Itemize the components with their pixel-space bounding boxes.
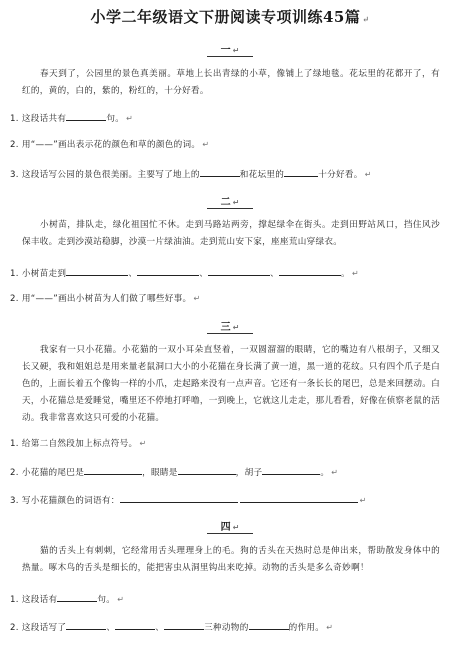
section-heading-4: 四 ↵ (0, 518, 460, 533)
answer-blank[interactable] (240, 493, 358, 503)
answer-blank[interactable] (208, 266, 270, 276)
answer-blank[interactable] (115, 620, 155, 630)
heading-underline (207, 333, 253, 334)
answer-blank[interactable] (279, 266, 341, 276)
answer-blank[interactable] (120, 493, 238, 503)
question-3-1: 1. 给第二自然段加上标点符号。 ↵ (10, 439, 147, 449)
answer-blank[interactable] (66, 620, 106, 630)
question-3-2: 2. 小花猫的尾巴是 ，眼睛是 ，胡子 。 ↵ (10, 465, 450, 479)
answer-blank[interactable] (178, 465, 236, 475)
document-title: 小学二年级语文下册阅读专项训练45篇 ↵ (90, 8, 370, 26)
answer-blank[interactable] (200, 167, 240, 177)
question-2-1: 1. 小树苗走到 、 、 、 。 ↵ (10, 266, 450, 280)
passage-1: 春天到了，公园里的景色真美丽。草地上长出青绿的小草，像铺上了绿地毯。花坛里的花都开了，有红的，黄的，白的，紫的，粉红的，十分好看。 (22, 69, 440, 96)
question-4-2: 2. 这段话写了 、 、 三种动物的 的作用。 ↵ (10, 620, 450, 634)
question-2-2: 2. 用“——”画出小树苗为人们做了哪些好事。 ↵ (10, 294, 201, 304)
answer-blank[interactable] (249, 620, 289, 630)
passage-2: 小树苗，排队走，绿化祖国忙不休。走到马路站两旁，撑起绿伞在街头。走到田野站风口，挡住风沙保丰收。走到沙漠站稳脚，沙漠一片绿油油。走到荒山安下家，座座荒山穿绿衣。 (22, 220, 440, 247)
answer-blank[interactable] (262, 465, 320, 475)
section-heading-1: 一 ↵ (0, 41, 460, 56)
answer-blank[interactable] (84, 465, 142, 475)
heading-underline (207, 208, 253, 209)
question-1-2: 2. 用“——”画出表示花的颜色和草的颜色的词。 ↵ (10, 140, 210, 150)
heading-underline (207, 56, 253, 57)
heading-underline (207, 533, 253, 534)
question-3-3: 3. 写小花猫颜色的词语有： ↵ (10, 493, 450, 507)
answer-blank[interactable] (57, 592, 97, 602)
passage-4: 猫的舌头上有刺刺，它经常用舌头理理身上的毛。狗的舌头在天热时总是伸出来，帮助散发身体中的热量。啄木鸟的舌头是细长的，能把害虫从洞里钩出来吃掉。动物的舌头是多么奇妙啊！ (22, 546, 440, 573)
section-heading-2: 二 ↵ (0, 193, 460, 208)
answer-blank[interactable] (164, 620, 204, 630)
question-1-1: 1. 这段话共有 句。 ↵ (10, 111, 450, 125)
answer-blank[interactable] (284, 167, 318, 177)
answer-blank[interactable] (66, 111, 106, 121)
passage-3: 我家有一只小花猫。小花猫的一双小耳朵直竖着，一双圆溜溜的眼睛，它的嘴边有八根胡子，又细又长又硬，我和姐姐总是用来量老鼠洞口大小的小花猫在身长满了黄一道，黑一道的花纹。只有四个爪子是白色的，上面长着五个像钩一样的小爪，走起路来没有一点声音。它还有一条长长的尾巴，总是来回摆动。白天，小花猫总是爱睡觉，嘴里还不停地打呼噜，一到晚上，它就这儿走走，那儿看看，好像在侦察老鼠的活动。我非常喜欢这只可爱的小花猫。 (22, 345, 441, 423)
answer-blank[interactable] (66, 266, 128, 276)
question-4-1: 1. 这段话有 句。 ↵ (10, 592, 450, 606)
section-heading-3: 三 ↵ (0, 318, 460, 333)
answer-blank[interactable] (137, 266, 199, 276)
question-1-3: 3. 这段话写公园的景色很美丽。主要写了地上的 和花坛里的 十分好看。 ↵ (10, 167, 450, 181)
